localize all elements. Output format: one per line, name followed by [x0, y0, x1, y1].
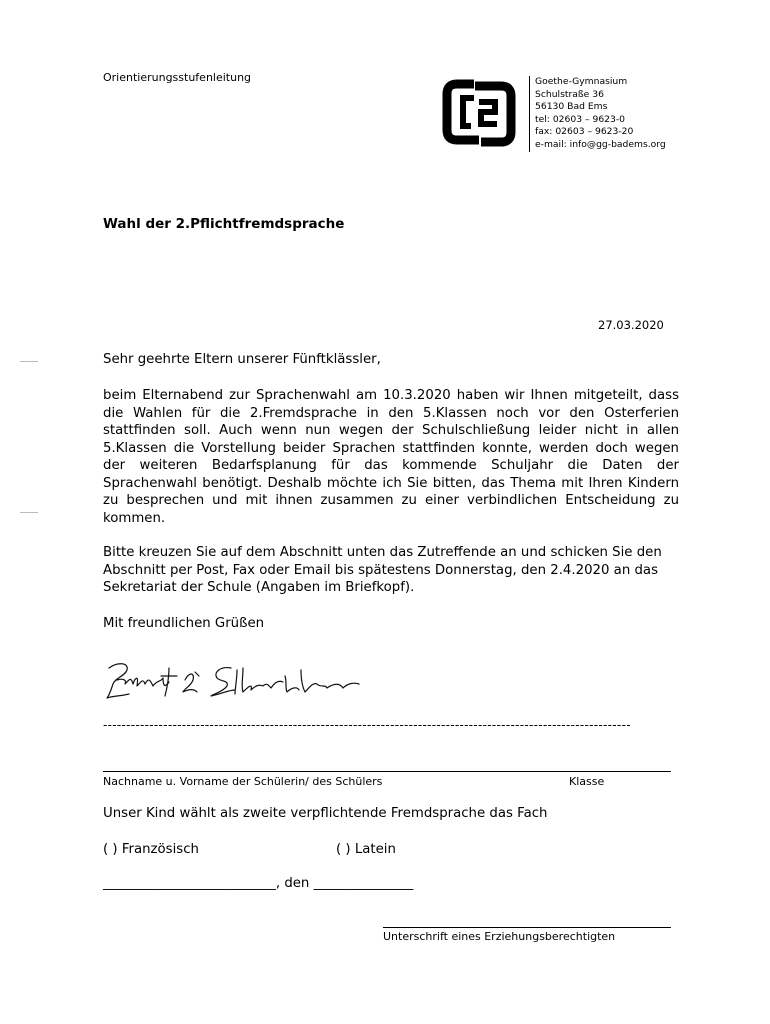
- salutation: Sehr geehrte Eltern unserer Fünftklässler,: [103, 352, 381, 367]
- class-label: Klasse: [569, 775, 605, 788]
- school-email[interactable]: e-mail: info@gg-badems.org: [535, 138, 666, 150]
- language-choice-text: Unser Kind wählt als zweite verpflichtende Fremdsprache das Fach: [103, 806, 548, 821]
- place-date-line[interactable]: __________________________, den _______________: [103, 876, 414, 891]
- guardian-signature-line[interactable]: [383, 927, 671, 928]
- punch-mark: [20, 512, 38, 513]
- option-french[interactable]: ( ) Französisch: [103, 842, 199, 857]
- option-latin[interactable]: ( ) Latein: [336, 842, 396, 857]
- name-entry-line[interactable]: [103, 771, 671, 772]
- letter-title: Wahl der 2.Pflichtfremdsprache: [103, 216, 345, 232]
- closing: Mit freundlichen Grüßen: [103, 616, 265, 631]
- school-logo: [441, 76, 517, 148]
- school-address-block: [529, 76, 735, 152]
- school-city: 56130 Bad Ems: [535, 101, 608, 113]
- cut-line: ------------------------------------------------------------------------------------------------------------------: [103, 718, 631, 732]
- school-name: Goethe-Gymnasium: [535, 76, 628, 87]
- guardian-signature-label: Unterschrift eines Erziehungsberechtigten: [383, 930, 616, 943]
- handwritten-signature: [103, 658, 363, 703]
- student-name-label: Nachname u. Vorname der Schülerin/ des Schülers: [103, 775, 383, 788]
- body-paragraph-1: beim Elternabend zur Sprachenwahl am 10.3.2020 haben wir Ihnen mitgeteilt, dass die Wahlen für die 2.Fremdsprache in den 5.Klassen noch vor den Osterferien stattfinden soll. Auch wenn nun wegen der Schulschließung leider nicht in allen 5.Klassen die Vorstellung beider Sprachen stattfinden konnte, werden doch wegen der weiteren Bedarfsplanung für das kommende Schuljahr die Daten der Sprachenwahl benötigt. Deshalb möchte ich Sie bitten, das Thema mit Ihren Kindern zu besprechen und mit ihnen zusammen zu einer verbindlichen Entscheidung zu kommen.: [103, 388, 679, 526]
- school-phone: tel: 02603 – 9623-0: [535, 113, 626, 125]
- body-paragraph-2: Bitte kreuzen Sie auf dem Abschnitt unten das Zutreffende an und schicken Sie den Abschnitt per Post, Fax oder Email bis spätestens Donnerstag, den 2.4.2020 an das Sekretariat der Schule (Angaben im Briefkopf).: [103, 545, 662, 595]
- school-fax: fax: 02603 – 9623-20: [535, 126, 634, 138]
- fold-mark: [20, 361, 38, 362]
- department-label: Orientierungsstufenleitung: [103, 71, 252, 84]
- letter-date: 27.03.2020: [598, 318, 664, 332]
- school-street: Schulstraße 36: [535, 88, 604, 100]
